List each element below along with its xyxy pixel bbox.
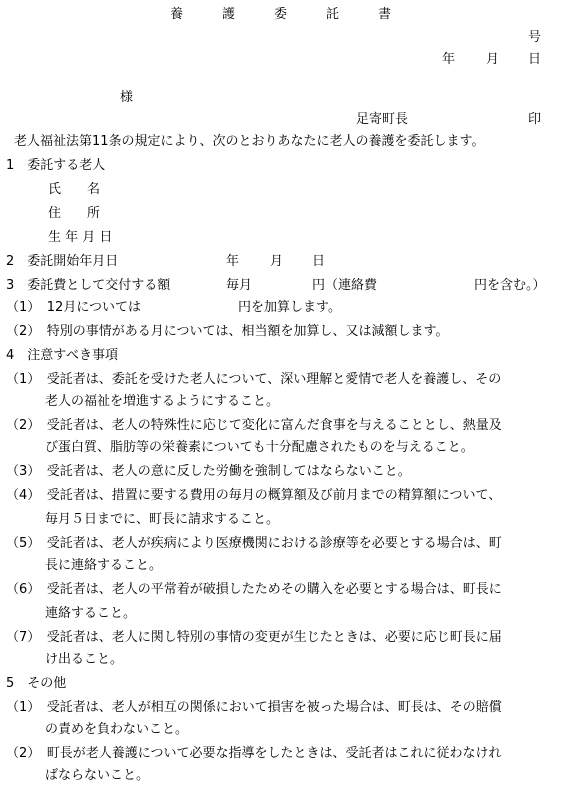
issuer: 足寄町長 [356, 112, 409, 127]
date-day: 日 [528, 52, 542, 67]
date-year: 年 [442, 52, 456, 67]
addressee-suffix: 様 [120, 90, 134, 105]
sec5-heading: 5 その他 [6, 676, 67, 691]
sec3-yen-contact: 円（連絡費 [312, 278, 378, 293]
sec4-heading: 4 注意すべき事項 [6, 348, 119, 363]
title-char: 書 [378, 7, 392, 22]
sec4-item-6-line2: 連絡すること。 [32, 606, 137, 621]
sec3-item2: （2） 特別の事情がある月については、相当額を加算し、又は減額します。 [6, 324, 449, 339]
sec2-year: 年 [226, 254, 240, 269]
sec1-heading: 1 委託する老人 [6, 158, 106, 173]
sec1-address-label: 住 所 [48, 206, 101, 221]
sec3-item1-prefix: （1） 12月については [6, 300, 142, 315]
sec4-item-5-line2: 長に連絡すること。 [32, 558, 163, 573]
sec4-item-7-line2: け出ること。 [32, 652, 124, 667]
seal-mark: 印 [528, 112, 542, 127]
title-char: 養 [170, 7, 184, 22]
sec4-item-5-line1: （5） 受託者は、老人が疾病により医療機関における診療等を必要とする場合は、町 [6, 536, 502, 551]
date-month: 月 [486, 52, 500, 67]
sec4-item-2-line1: （2） 受託者は、老人の特殊性に応じて変化に富んだ食事を与えることとし、熱量及 [6, 418, 502, 433]
sec4-item-4-line1: （4） 受託者は、措置に要する費用の毎月の概算額及び前月までの精算額について、 [6, 488, 502, 503]
sec3-item1-suffix: 円を加算します。 [238, 300, 341, 315]
sec2-month: 月 [270, 254, 284, 269]
sec4-item-7-line1: （7） 受託者は、老人に関し特別の事情の変更が生じたときは、必要に応じ町長に届 [6, 630, 502, 645]
sec5-item-1-line1: （1） 受託者は、老人が相互の関係において損害を被った場合は、町長は、その賠償 [6, 700, 502, 715]
sec4-item-3: （3） 受託者は、老人の意に反した労働を強制してはならないこと。 [6, 464, 411, 479]
sec5-item-2-line1: （2） 町長が老人養護について必要な指導をしたときは、受託者はこれに従わなけれ [6, 746, 502, 761]
sec3-monthly: 毎月 [226, 278, 253, 293]
sec1-birthdate-label: 生 年 月 日 [48, 230, 113, 245]
sec2-label: 2 委託開始年月日 [6, 254, 119, 269]
sec4-item-4-line2: 毎月５日までに、町長に請求すること。 [32, 512, 280, 527]
sec3-label: 3 委託費として交付する額 [6, 278, 171, 293]
sec3-yen-incl: 円を含む。） [474, 278, 546, 293]
title-char: 護 [222, 7, 236, 22]
sec4-item-1-line2: 老人の福祉を増進するようにすること。 [32, 394, 280, 409]
title-char: 委 [274, 7, 288, 22]
sec5-item-1-line2: の責めを負わないこと。 [32, 722, 189, 737]
intro-text: 老人福祉法第11条の規定により、次のとおりあなたに老人の養護を委託します。 [14, 134, 485, 149]
sec4-item-2-line2: び蛋白質、脂肪等の栄養素についても十分配慮されたものを与えること。 [32, 440, 474, 455]
sec1-name-label: 氏 名 [48, 182, 101, 197]
document-number: 号 [528, 30, 542, 45]
title-char: 託 [326, 7, 340, 22]
sec2-day: 日 [312, 254, 326, 269]
sec4-item-6-line1: （6） 受託者は、老人の平常着が破損したためその購入を必要とする場合は、町長に [6, 582, 502, 597]
sec5-item-2-line2: ばならないこと。 [32, 768, 150, 783]
sec4-item-1-line1: （1） 受託者は、委託を受けた老人について、深い理解と愛情で老人を養護し、その [6, 372, 502, 387]
